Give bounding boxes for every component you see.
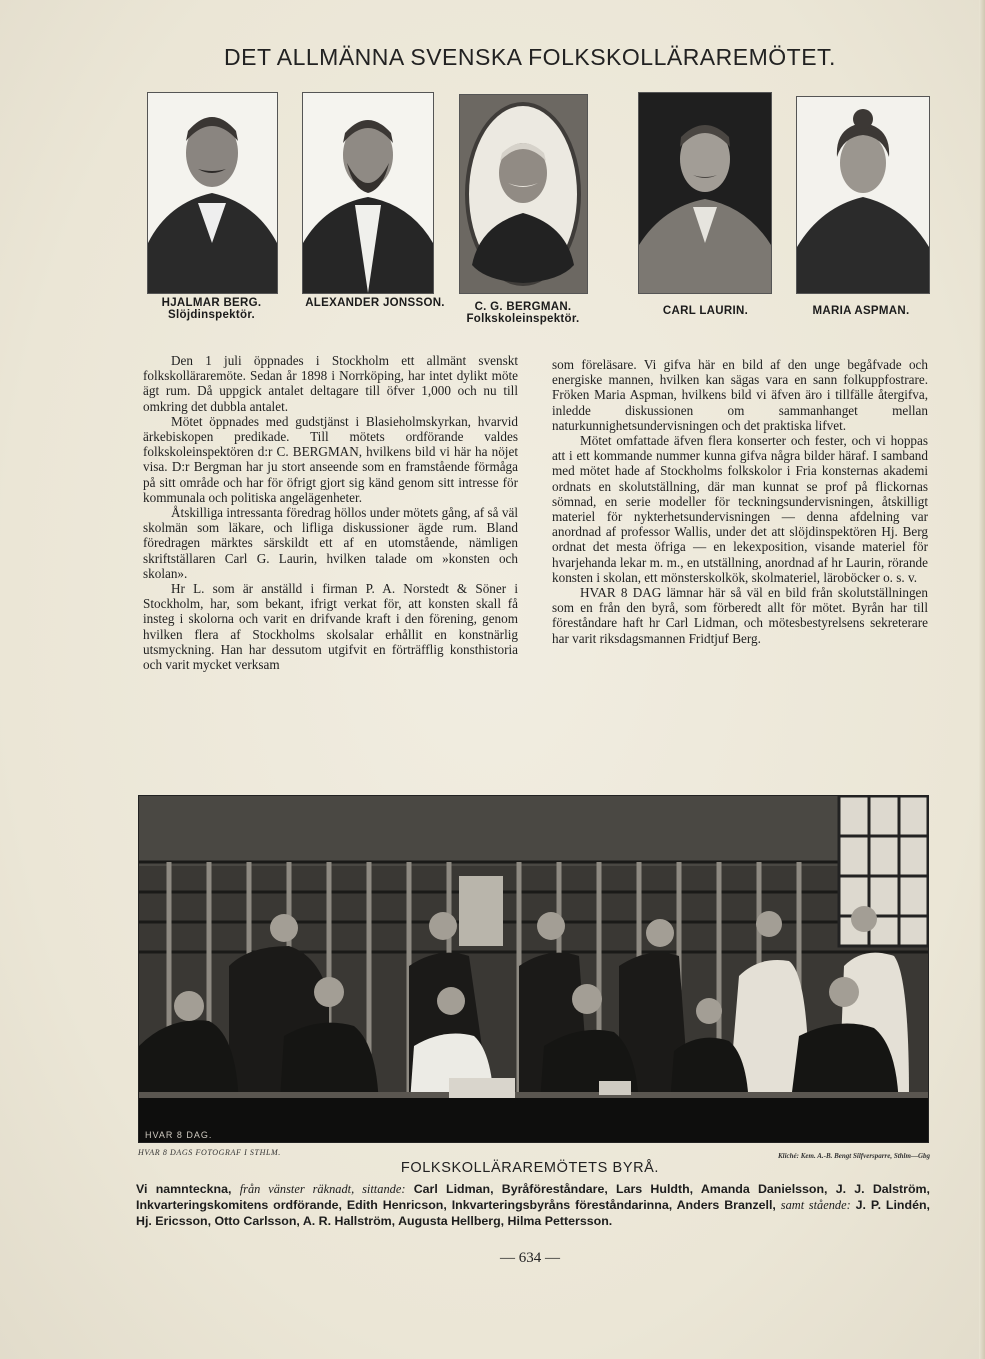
portrait-photo-image <box>639 93 771 293</box>
article-paragraph: HVAR 8 DAG lämnar här så väl en bild från skolutställningen som en från den byrå, som förberedt allt för mötet. Byrån har till föreståndare haft hr Carl Lidman, och mötesbestyrelsens sekreterare har varit riksdagsmannen Fridtjuf Berg. <box>552 585 928 646</box>
photo-title: FOLKSKOLLÄRAREMÖTETS BYRÅ. <box>400 1160 660 1176</box>
article-paragraph: Åtskilliga intressanta föredrag höllos under mötets gång, af så väl skolmän som läkare, och lifliga diskussioner ägde rum. Bland föredragen märktes särskildt ett af en utomstående, nämligen skriftställaren Carl G. Laurin, hvilken talade om »konsten och skolan». <box>143 505 518 581</box>
portrait-alexander-jonsson <box>302 92 434 294</box>
portrait-name: CARL LAURIN. <box>662 305 749 317</box>
portrait-caption <box>638 305 773 317</box>
photo-credit-right: Kliché: Kem. A.-B. Bengt Silfversparre, Sthlm—Gbg <box>778 1152 930 1160</box>
article-left-column <box>143 353 518 672</box>
caption-seated-label: från vänster räknadt, sittande: <box>239 1182 406 1196</box>
portrait-caption <box>294 297 456 309</box>
caption-standing-label: samt stående: <box>780 1198 851 1212</box>
portrait-role: Slöjdinspektör. <box>168 309 255 321</box>
article-right-column <box>552 357 928 646</box>
portrait-carl-laurin <box>638 92 772 294</box>
page-number: — 634 — <box>500 1250 560 1266</box>
portrait-name: C. G. BERGMAN. <box>474 301 572 313</box>
portrait-caption <box>460 301 586 325</box>
article-paragraph: Mötet omfattade äfven flera konserter och fester, och vi hoppas att i ett kommande nummer kunna gifva några bilder häraf. I samband med mötet hade af Stockholms folkskolor i Fria konsternas akademi ordnats en skolutställning, där man kunnat se prof på flickornas sömnad, en serie modeller för teckningsundervisningen, åtskilligt materiel för nykterhetsundervisningen — denna afdelning var anordnad af professor Wallis, under det att slöjdinspektören Hj. Berg ordnat det mesta öfriga — en lekexposition, visande materiel för hvarjehanda lekar m. m., en utställning, anordnad af hr Laurin, rörande konsten i skolan, ett mönsterskolkök, skolmateriel, läroböcker o. s. v. <box>552 433 928 585</box>
portrait-name: HJALMAR BERG. <box>161 297 262 309</box>
photo-credit-left: HVAR 8 DAGS FOTOGRAF I STHLM. <box>138 1148 281 1157</box>
photo-caption <box>136 1181 930 1229</box>
photo-watermark: HVAR 8 DAG. <box>145 1130 213 1140</box>
portrait-caption <box>140 297 283 321</box>
portrait-maria-aspman <box>796 96 930 294</box>
caption-standing-names: J. P. Lindén, Hj. Ericsson, Otto Carlsson, A. R. Hallström, Augusta Hellberg, Hilma Pettersson. <box>136 1198 930 1228</box>
portrait-c-g-bergman <box>459 94 588 294</box>
portrait-photo-image <box>303 93 433 293</box>
portrait-photo-image <box>148 93 277 293</box>
group-photo-image <box>139 796 928 1142</box>
caption-seated-names: Carl Lidman, Byråföreståndare, Lars Huldth, Amanda Danielsson, J. J. Dalström, Inkvarteringskomitens ordförande, Edith Henricson, Inkvarteringsbyråns föreståndarinna, Anders Branzell, <box>136 1182 930 1212</box>
portrait-name: ALEXANDER JONSSON. <box>305 297 445 309</box>
article-paragraph: Mötet öppnades med gudstjänst i Blasieholmskyrkan, hvarvid ärkebiskopen predikade. Till mötets ordförande valdes folkskoleinspektören d:r C. BERGMAN, hvilkens bild vi här ha nöjet visa. D:r Bergman har ju stort anseende som en framstående förmåga på sitt område och har för öfrigt gjort sig känd genom sitt intresse för kommunala och politiska angelägenheter. <box>143 413 518 505</box>
portrait-photo-image <box>797 97 929 293</box>
page-title: DET ALLMÄNNA SVENSKA FOLKSKOLLÄRAREMÖTET. <box>224 44 836 70</box>
article-paragraph: Hr L. som är anställd i firman P. A. Norstedt & Söner i Stockholm, har, som bekant, ifrigt verkat för, att konsten skall få insteg i skolorna och varit en drifvande kraft i den förening, genom hvilken flera af Stockholms skolsalar erhållit en konstnärlig utsmyckning. Han har dessutom utgifvit en förträfflig konsthistoria och varit mycket verksam <box>143 581 518 673</box>
page-edge-shadow <box>979 0 985 1359</box>
article-paragraph: som föreläsare. Vi gifva här en bild af den unge begåfvade och energiske mannen, hvilken kan sägas vara en sann folkuppfostrare. Fröken Maria Aspman, hvilkens bild vi äfven äro i tillfälle återgifva, inledde diskussionen om sammanhanget mellan naturkunnighetsundervisningen och det praktiska lifvet. <box>552 357 928 433</box>
portrait-hjalmar-berg <box>147 92 278 294</box>
portrait-caption <box>790 305 932 317</box>
portrait-role: Folkskoleinspektör. <box>466 313 580 325</box>
group-photo <box>138 795 929 1143</box>
portrait-photo-image <box>460 95 587 293</box>
portrait-name: MARIA ASPMAN. <box>812 305 910 317</box>
caption-lead: Vi namnteckna, <box>136 1182 232 1196</box>
article-paragraph: Den 1 juli öppnades i Stockholm ett allmänt svenskt folkskolläraremöte. Sedan år 1898 i Norrköping, har intet dylikt möte ägt rum. Då uppgick antalet deltagare till öfver 1,000 och nu till omkring det dubbla antalet. <box>143 353 518 414</box>
